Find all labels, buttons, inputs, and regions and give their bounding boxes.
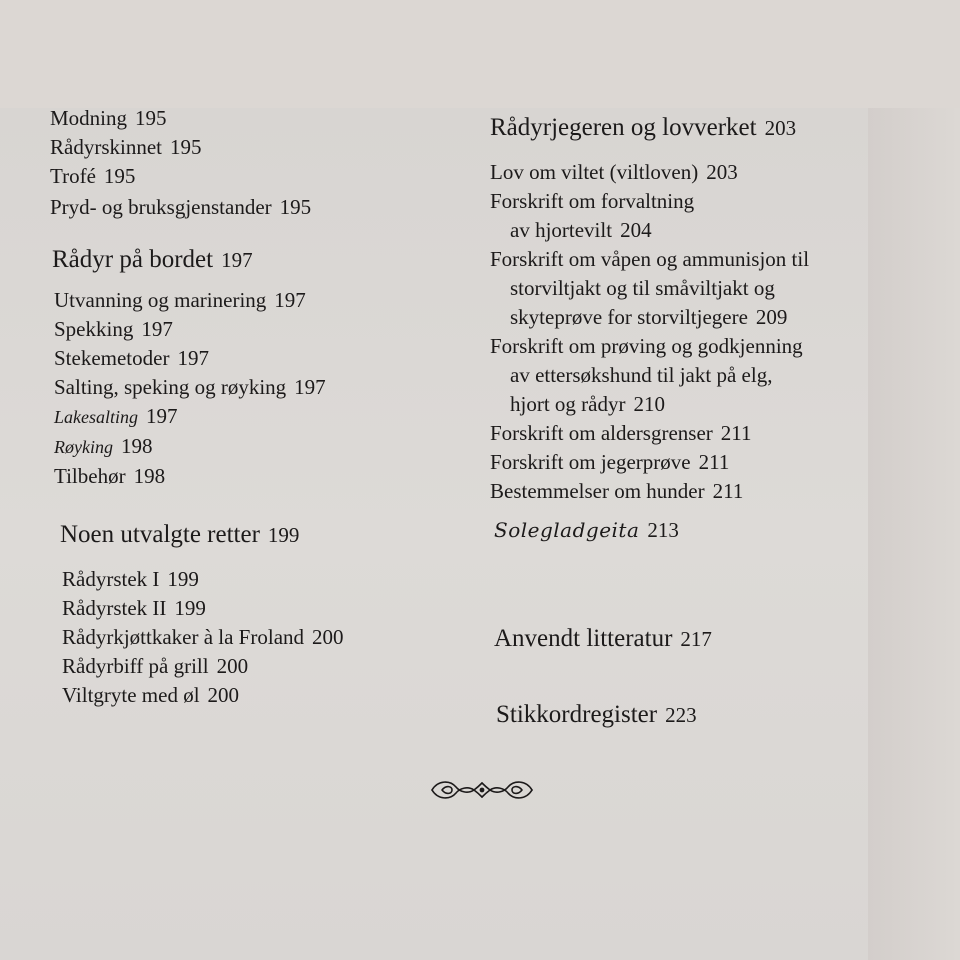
entry-page: 204 [620,218,652,242]
toc-entry [54,432,470,462]
heading-title: Rådyr på bordet [52,246,214,273]
toc-entry [62,594,470,623]
toc-entry [54,462,470,491]
entry-page: 197 [177,346,209,370]
toc-entry [490,477,890,506]
entry-continuation [490,303,890,332]
entry-title: Forskrift om aldersgrenser [490,421,713,445]
entry-title: Rådyrstek I [62,567,160,591]
toc-entry [54,286,470,315]
entry-page: 197 [146,404,178,428]
entry-continuation [490,216,890,245]
entry-page: 210 [633,392,665,416]
entry-title: Lov om viltet (viltloven) [490,160,699,184]
entry-title: Utvanning og marinering [54,288,267,312]
entry-title: Lakesalting [54,407,138,427]
entry-page: 199 [167,567,199,591]
heading-page: 203 [764,116,797,140]
entry-page: 209 [755,305,788,329]
heading-page: 217 [680,627,712,651]
toc-entry [54,402,470,432]
decorative-flourish-icon [428,775,536,805]
entry-page: 200 [312,625,344,649]
toc-entry [62,565,470,594]
heading-page: 197 [221,248,253,272]
entry-title: Forskrift om forvaltning [490,189,695,213]
entry-title-cont: storviltjakt og til småviltjakt og [510,276,775,300]
entry-title: Tilbehør [54,464,126,488]
entry-title: Rådyrkjøttkaker à la Froland [62,625,305,649]
heading-title: Stikkordregister [496,701,658,728]
toc-entry [490,158,890,187]
entry-page: 199 [174,596,206,620]
entry-continuation [490,390,890,419]
section0-list [50,104,470,222]
toc-entry [62,652,470,681]
toc-entry [54,315,470,344]
toc-entry [62,623,470,652]
entry-page: 195 [279,195,312,219]
toc-entry [62,681,470,710]
section-heading-literature [490,625,890,653]
entry-page: 197 [294,375,326,399]
toc-entry [50,193,470,222]
entry-title: Bestemmelser om hunder [490,479,705,503]
entry-title: Salting, speking og røyking [54,375,287,399]
heading-title: Noen utvalgte retter [60,521,260,548]
toc-entry [54,373,470,402]
toc-entry [490,187,890,245]
section-heading [50,521,470,549]
entry-title-cont: av ettersøkshund til jakt på elg, [510,363,773,387]
entry-title: Rådyrstek II [62,596,167,620]
entry-title: Trofé [50,164,96,188]
heading-title: Anvendt litteratur [494,625,673,652]
toc-entry [490,448,890,477]
heading-page: 199 [267,523,300,547]
section-heading [50,246,470,274]
entry-title-cont: hjort og rådyr [510,392,626,416]
section1-list [50,286,470,491]
entry-title: Spekking [54,317,134,341]
entry-title: Rådyrbiff på grill [62,654,209,678]
entry-page: 195 [169,135,202,159]
heading-title: Rådyrjegeren og lovverket [490,114,757,141]
entry-page: 200 [207,683,240,707]
entry-title: Forskrift om prøving og godkjenning [490,334,803,358]
entry-page: 197 [274,288,306,312]
entry-page: 211 [712,479,744,503]
heading-page: 223 [665,703,697,727]
entry-page: 197 [141,317,173,341]
entry-page: 211 [698,450,730,474]
entry-title-cont: skyteprøve for storviltjegere [510,305,748,329]
entry-page: 198 [120,434,153,458]
entry-title: Stekemetoder [54,346,170,370]
entry-title-cont: av hjortevilt [510,218,613,242]
entry-title: Modning [50,106,128,130]
toc-entry [50,104,470,133]
entry-page: 211 [720,421,752,445]
toc-entry [54,344,470,373]
left-column [50,104,470,710]
entry-page: 200 [216,654,249,678]
entry-title: Røyking [54,437,113,457]
entry-page: 198 [133,464,166,488]
right-column [490,114,890,729]
entry-title: Solegladgeita [494,518,640,542]
toc-entry [50,162,470,191]
toc-entry [50,133,470,162]
entry-page: 195 [103,164,136,188]
toc-entry [490,245,890,332]
entry-page: 203 [706,160,738,184]
toc-entry [490,419,890,448]
entry-title: Pryd- og bruksgjenstander [50,195,272,219]
entry-title: Viltgryte med øl [62,683,200,707]
section-heading [490,114,890,142]
entry-title: Forskrift om våpen og ammunisjon til [490,247,810,271]
law-list [490,158,890,506]
section-heading-index [490,701,890,729]
section2-list [50,565,470,710]
entry-page: 213 [647,518,679,542]
entry-title: Forskrift om jegerprøve [490,450,691,474]
entry-title: Rådyrskinnet [50,135,162,159]
toc-entry [490,332,890,419]
toc-entry-solegladgeita [490,516,890,545]
entry-page: 195 [135,106,167,130]
